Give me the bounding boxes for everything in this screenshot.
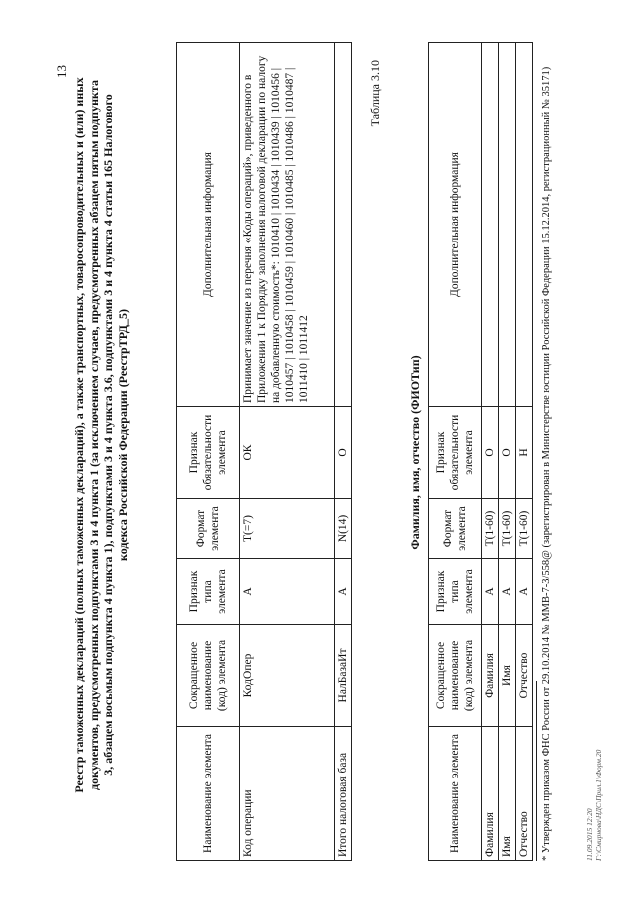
column-header: Признак обязательности элемента bbox=[429, 407, 482, 499]
column-header: Сокращенное наименование (код) элемента bbox=[177, 625, 240, 727]
table-cell: Т(1-60) bbox=[482, 499, 499, 559]
table-header-row bbox=[177, 43, 240, 861]
table-cell: Т(=7) bbox=[240, 499, 335, 559]
table-row bbox=[482, 43, 499, 861]
table-cell: О bbox=[482, 407, 499, 499]
page-number: 13 bbox=[54, 65, 69, 78]
name-type-table bbox=[428, 42, 533, 861]
column-header: Наименование элемента bbox=[177, 727, 240, 861]
table-cell: Принимает значение из перечня «Коды операций», приведенного в Приложении 1 к Порядку заполнения налоговой декларации по налогу на добавленную стоимость*: 1010410 | 1010434 | 1010439 | 1010456 | 1010457 | 1010458 | 1010459 | 1010460 | 1010485 | 1010486 | 1010487 | 1011410 | 1011412 bbox=[240, 43, 335, 407]
table-cell: КодОпер bbox=[240, 625, 335, 727]
table-cell: Код операции bbox=[240, 727, 335, 861]
footnote: * Утвержден приказом ФНС России от 29.10.2014 № ММВ-7-3/558@ (зарегистрирован в Министерстве юстиции Российской Федерации 15.12.2014, регистрационный № 35171) bbox=[541, 66, 552, 861]
table-cell: ОК bbox=[240, 407, 335, 499]
table-cell: Имя bbox=[499, 625, 516, 727]
table-row bbox=[240, 43, 335, 861]
table-cell: Отчество bbox=[516, 625, 533, 727]
column-header: Формат элемента bbox=[177, 499, 240, 559]
table-cell: Фамилия bbox=[482, 727, 499, 861]
table-row bbox=[516, 43, 533, 861]
table-cell bbox=[335, 43, 352, 407]
table-cell: О bbox=[499, 407, 516, 499]
table-cell bbox=[482, 43, 499, 407]
table-header-row bbox=[429, 43, 482, 861]
table-cell bbox=[516, 43, 533, 407]
table-row bbox=[335, 43, 352, 861]
table-cell: А bbox=[240, 559, 335, 625]
stamp-path: Г:\Смирнова\НДС\Прил.1\Форм.20 bbox=[594, 749, 603, 861]
column-header: Признак типа элемента bbox=[177, 559, 240, 625]
table-cell: Фамилия bbox=[482, 625, 499, 727]
table-cell: Н bbox=[516, 407, 533, 499]
file-stamp bbox=[585, 750, 603, 861]
table-cell: N(14) bbox=[335, 499, 352, 559]
table-title: Фамилия, имя, отчество (ФИОТип) bbox=[408, 355, 422, 550]
table-cell: А bbox=[335, 559, 352, 625]
column-header: Дополнительная информация bbox=[177, 43, 240, 407]
table-cell: Имя bbox=[499, 727, 516, 861]
table-row bbox=[499, 43, 516, 861]
stamp-date: 11.09.2015 12:20 bbox=[585, 808, 594, 861]
column-header: Формат элемента bbox=[429, 499, 482, 559]
column-header: Признак обязательности элемента bbox=[177, 407, 240, 499]
table-cell: НалБазаИт bbox=[335, 625, 352, 727]
column-header: Дополнительная информация bbox=[429, 43, 482, 407]
column-header: Признак типа элемента bbox=[429, 559, 482, 625]
page-title: Реестр таможенных деклараций (полных таможенных деклараций), а также транспортных, товаросопроводительных и (или) иных документов, предусмотренных подпунктами 3 и 4 пункта 1 (за исключением случаев, предусмотренных абзацем пятым подпункта 3, абзацем восьмым подпункта 4 пункта 1), подпунктами 3 и 4 пункта 3.6, подпунктами 3 и 4 пункта 4 статьи 165 Налогового кодекса Российской Федерации (РеестрТРД_5) bbox=[72, 77, 130, 793]
table-cell: Итого налоговая база bbox=[335, 727, 352, 861]
table-cell: Отчество bbox=[516, 727, 533, 861]
registry-table bbox=[176, 42, 352, 861]
footnote-divider bbox=[536, 681, 537, 861]
table-cell: Т(1-60) bbox=[516, 499, 533, 559]
table-cell: Т(1-60) bbox=[499, 499, 516, 559]
table-cell bbox=[499, 43, 516, 407]
table-cell: А bbox=[482, 559, 499, 625]
table-cell: А bbox=[499, 559, 516, 625]
table-cell: А bbox=[516, 559, 533, 625]
table-cell: О bbox=[335, 407, 352, 499]
table-label: Таблица 3.10 bbox=[368, 60, 382, 127]
column-header: Сокращенное наименование (код) элемента bbox=[429, 625, 482, 727]
column-header: Наименование элемента bbox=[429, 727, 482, 861]
